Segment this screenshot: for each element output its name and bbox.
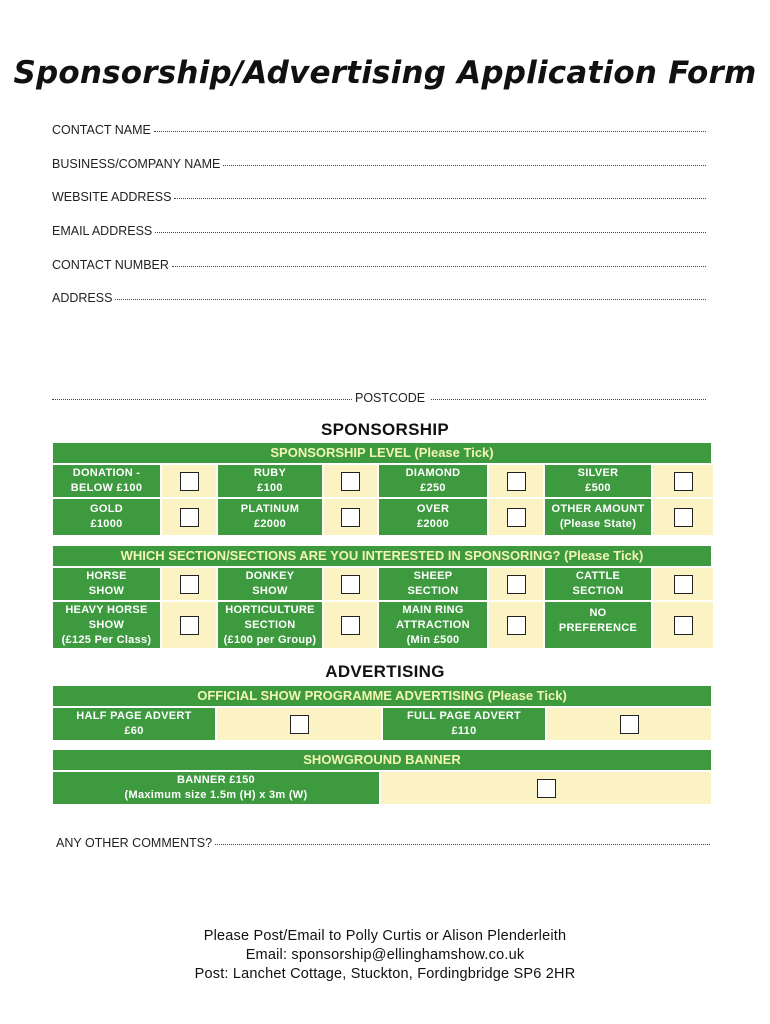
email-field[interactable] bbox=[52, 224, 706, 238]
section-main-ring-label: MAIN RING ATTRACTION (Min £500 bbox=[379, 602, 487, 648]
banner-cell bbox=[381, 772, 711, 804]
banner-label: BANNER £150 (Maximum size 1.5m (H) x 3m (W) bbox=[53, 772, 379, 804]
level-over-checkbox[interactable] bbox=[507, 508, 526, 527]
section-sheep-cell bbox=[489, 568, 543, 600]
level-over-cell bbox=[489, 499, 543, 535]
level-donation-checkbox[interactable] bbox=[180, 472, 199, 491]
comments-line-2[interactable] bbox=[56, 865, 710, 867]
business-name-field[interactable] bbox=[52, 157, 706, 171]
section-horticulture-checkbox[interactable] bbox=[341, 616, 360, 635]
level-ruby-label: RUBY £100 bbox=[218, 465, 322, 497]
section-horticulture-label: HORTICULTURE SECTION (£100 per Group) bbox=[218, 602, 322, 648]
showground-banner-grid bbox=[53, 772, 711, 804]
level-gold-checkbox[interactable] bbox=[180, 508, 199, 527]
business-name-label: BUSINESS/COMPANY NAME bbox=[52, 157, 221, 171]
banner-checkbox[interactable] bbox=[537, 779, 556, 798]
section-cattle-label: CATTLE SECTION bbox=[545, 568, 651, 600]
address-field[interactable] bbox=[52, 291, 706, 305]
contact-name-label: CONTACT NAME bbox=[52, 123, 151, 137]
section-horticulture-cell bbox=[324, 602, 377, 648]
sponsorship-level-grid bbox=[53, 465, 711, 535]
level-gold-label: GOLD £1000 bbox=[53, 499, 160, 535]
level-gold-cell bbox=[162, 499, 216, 535]
section-no-preference-cell bbox=[653, 602, 713, 648]
address-label: ADDRESS bbox=[52, 291, 113, 305]
website-label: WEBSITE ADDRESS bbox=[52, 190, 172, 204]
section-main-ring-cell bbox=[489, 602, 543, 648]
half-page-advert-checkbox[interactable] bbox=[290, 715, 309, 734]
address-line-2[interactable] bbox=[52, 325, 706, 327]
website-field[interactable] bbox=[52, 190, 706, 204]
section-heavy-horse-label: HEAVY HORSE SHOW (£125 Per Class) bbox=[53, 602, 160, 648]
postcode-label: POSTCODE bbox=[355, 391, 426, 405]
level-ruby-cell bbox=[324, 465, 377, 497]
section-heavy-horse-cell bbox=[162, 602, 216, 648]
level-diamond-label: DIAMOND £250 bbox=[379, 465, 487, 497]
address-dotted-line bbox=[115, 298, 706, 300]
level-diamond-checkbox[interactable] bbox=[507, 472, 526, 491]
sponsorship-section-band: WHICH SECTION/SECTIONS ARE YOU INTERESTED IN SPONSORING? (Please Tick) bbox=[53, 546, 711, 566]
level-platinum-checkbox[interactable] bbox=[341, 508, 360, 527]
contact-number-dotted-line bbox=[172, 265, 706, 267]
form-title: Sponsorship/Advertising Application Form bbox=[13, 55, 757, 91]
section-no-preference-checkbox[interactable] bbox=[674, 616, 693, 635]
advertising-heading: ADVERTISING bbox=[325, 662, 445, 681]
section-sheep-checkbox[interactable] bbox=[507, 575, 526, 594]
level-other-amount-cell bbox=[653, 499, 713, 535]
section-cattle-cell bbox=[653, 568, 713, 600]
footer-postal-line: Post: Lanchet Cottage, Stuckton, Fordingbridge SP6 2HR bbox=[194, 966, 576, 982]
comments-dotted-line bbox=[215, 843, 710, 845]
business-name-dotted-line bbox=[223, 164, 706, 166]
level-silver-label: SILVER £500 bbox=[545, 465, 651, 497]
showground-banner-band: SHOWGROUND BANNER bbox=[53, 750, 711, 770]
section-horse-checkbox[interactable] bbox=[180, 575, 199, 594]
level-platinum-cell bbox=[324, 499, 377, 535]
website-dotted-line bbox=[174, 197, 706, 199]
level-donation-label: DONATION - BELOW £100 bbox=[53, 465, 160, 497]
full-page-advert-checkbox[interactable] bbox=[620, 715, 639, 734]
address-line-4-dots bbox=[52, 398, 352, 400]
level-silver-checkbox[interactable] bbox=[674, 472, 693, 491]
footer-email-line: Email: sponsorship@ellinghamshow.co.uk bbox=[245, 947, 525, 963]
level-donation-cell bbox=[162, 465, 216, 497]
section-cattle-checkbox[interactable] bbox=[674, 575, 693, 594]
sponsorship-section-grid bbox=[53, 568, 711, 648]
section-donkey-cell bbox=[324, 568, 377, 600]
email-dotted-line bbox=[155, 231, 706, 233]
comments-field[interactable] bbox=[56, 836, 710, 850]
level-ruby-checkbox[interactable] bbox=[341, 472, 360, 491]
level-over-label: OVER £2000 bbox=[379, 499, 487, 535]
contact-number-field[interactable] bbox=[52, 258, 706, 272]
sponsorship-heading: SPONSORSHIP bbox=[321, 420, 449, 439]
full-page-advert-cell bbox=[547, 708, 711, 740]
email-label: EMAIL ADDRESS bbox=[52, 224, 153, 238]
contact-number-label: CONTACT NUMBER bbox=[52, 258, 169, 272]
comments-label: ANY OTHER COMMENTS? bbox=[56, 836, 213, 850]
section-heavy-horse-checkbox[interactable] bbox=[180, 616, 199, 635]
section-no-preference-label: NO PREFERENCE bbox=[545, 602, 651, 648]
address-line-3[interactable] bbox=[52, 358, 706, 360]
section-horse-label: HORSE SHOW bbox=[53, 568, 160, 600]
section-donkey-label: DONKEY SHOW bbox=[218, 568, 322, 600]
section-donkey-checkbox[interactable] bbox=[341, 575, 360, 594]
contact-name-field[interactable] bbox=[52, 123, 706, 137]
level-silver-cell bbox=[653, 465, 713, 497]
section-main-ring-checkbox[interactable] bbox=[507, 616, 526, 635]
level-platinum-label: PLATINUM £2000 bbox=[218, 499, 322, 535]
section-sheep-label: SHEEP SECTION bbox=[379, 568, 487, 600]
full-page-advert-label: FULL PAGE ADVERT £110 bbox=[383, 708, 545, 740]
comments-line-3[interactable] bbox=[56, 894, 710, 896]
level-other-amount-label: OTHER AMOUNT (Please State) bbox=[545, 499, 651, 535]
programme-advertising-grid bbox=[53, 708, 711, 740]
programme-advertising-band: OFFICIAL SHOW PROGRAMME ADVERTISING (Please Tick) bbox=[53, 686, 711, 706]
level-other-amount-checkbox[interactable] bbox=[674, 508, 693, 527]
postcode-dotted-line bbox=[431, 398, 706, 400]
sponsorship-level-band: SPONSORSHIP LEVEL (Please Tick) bbox=[53, 443, 711, 463]
footer-post-email-line: Please Post/Email to Polly Curtis or Alison Plenderleith bbox=[203, 928, 567, 944]
contact-name-dotted-line bbox=[154, 130, 706, 132]
level-diamond-cell bbox=[489, 465, 543, 497]
section-horse-cell bbox=[162, 568, 216, 600]
half-page-advert-label: HALF PAGE ADVERT £60 bbox=[53, 708, 215, 740]
half-page-advert-cell bbox=[217, 708, 381, 740]
postcode-row[interactable] bbox=[52, 391, 706, 405]
